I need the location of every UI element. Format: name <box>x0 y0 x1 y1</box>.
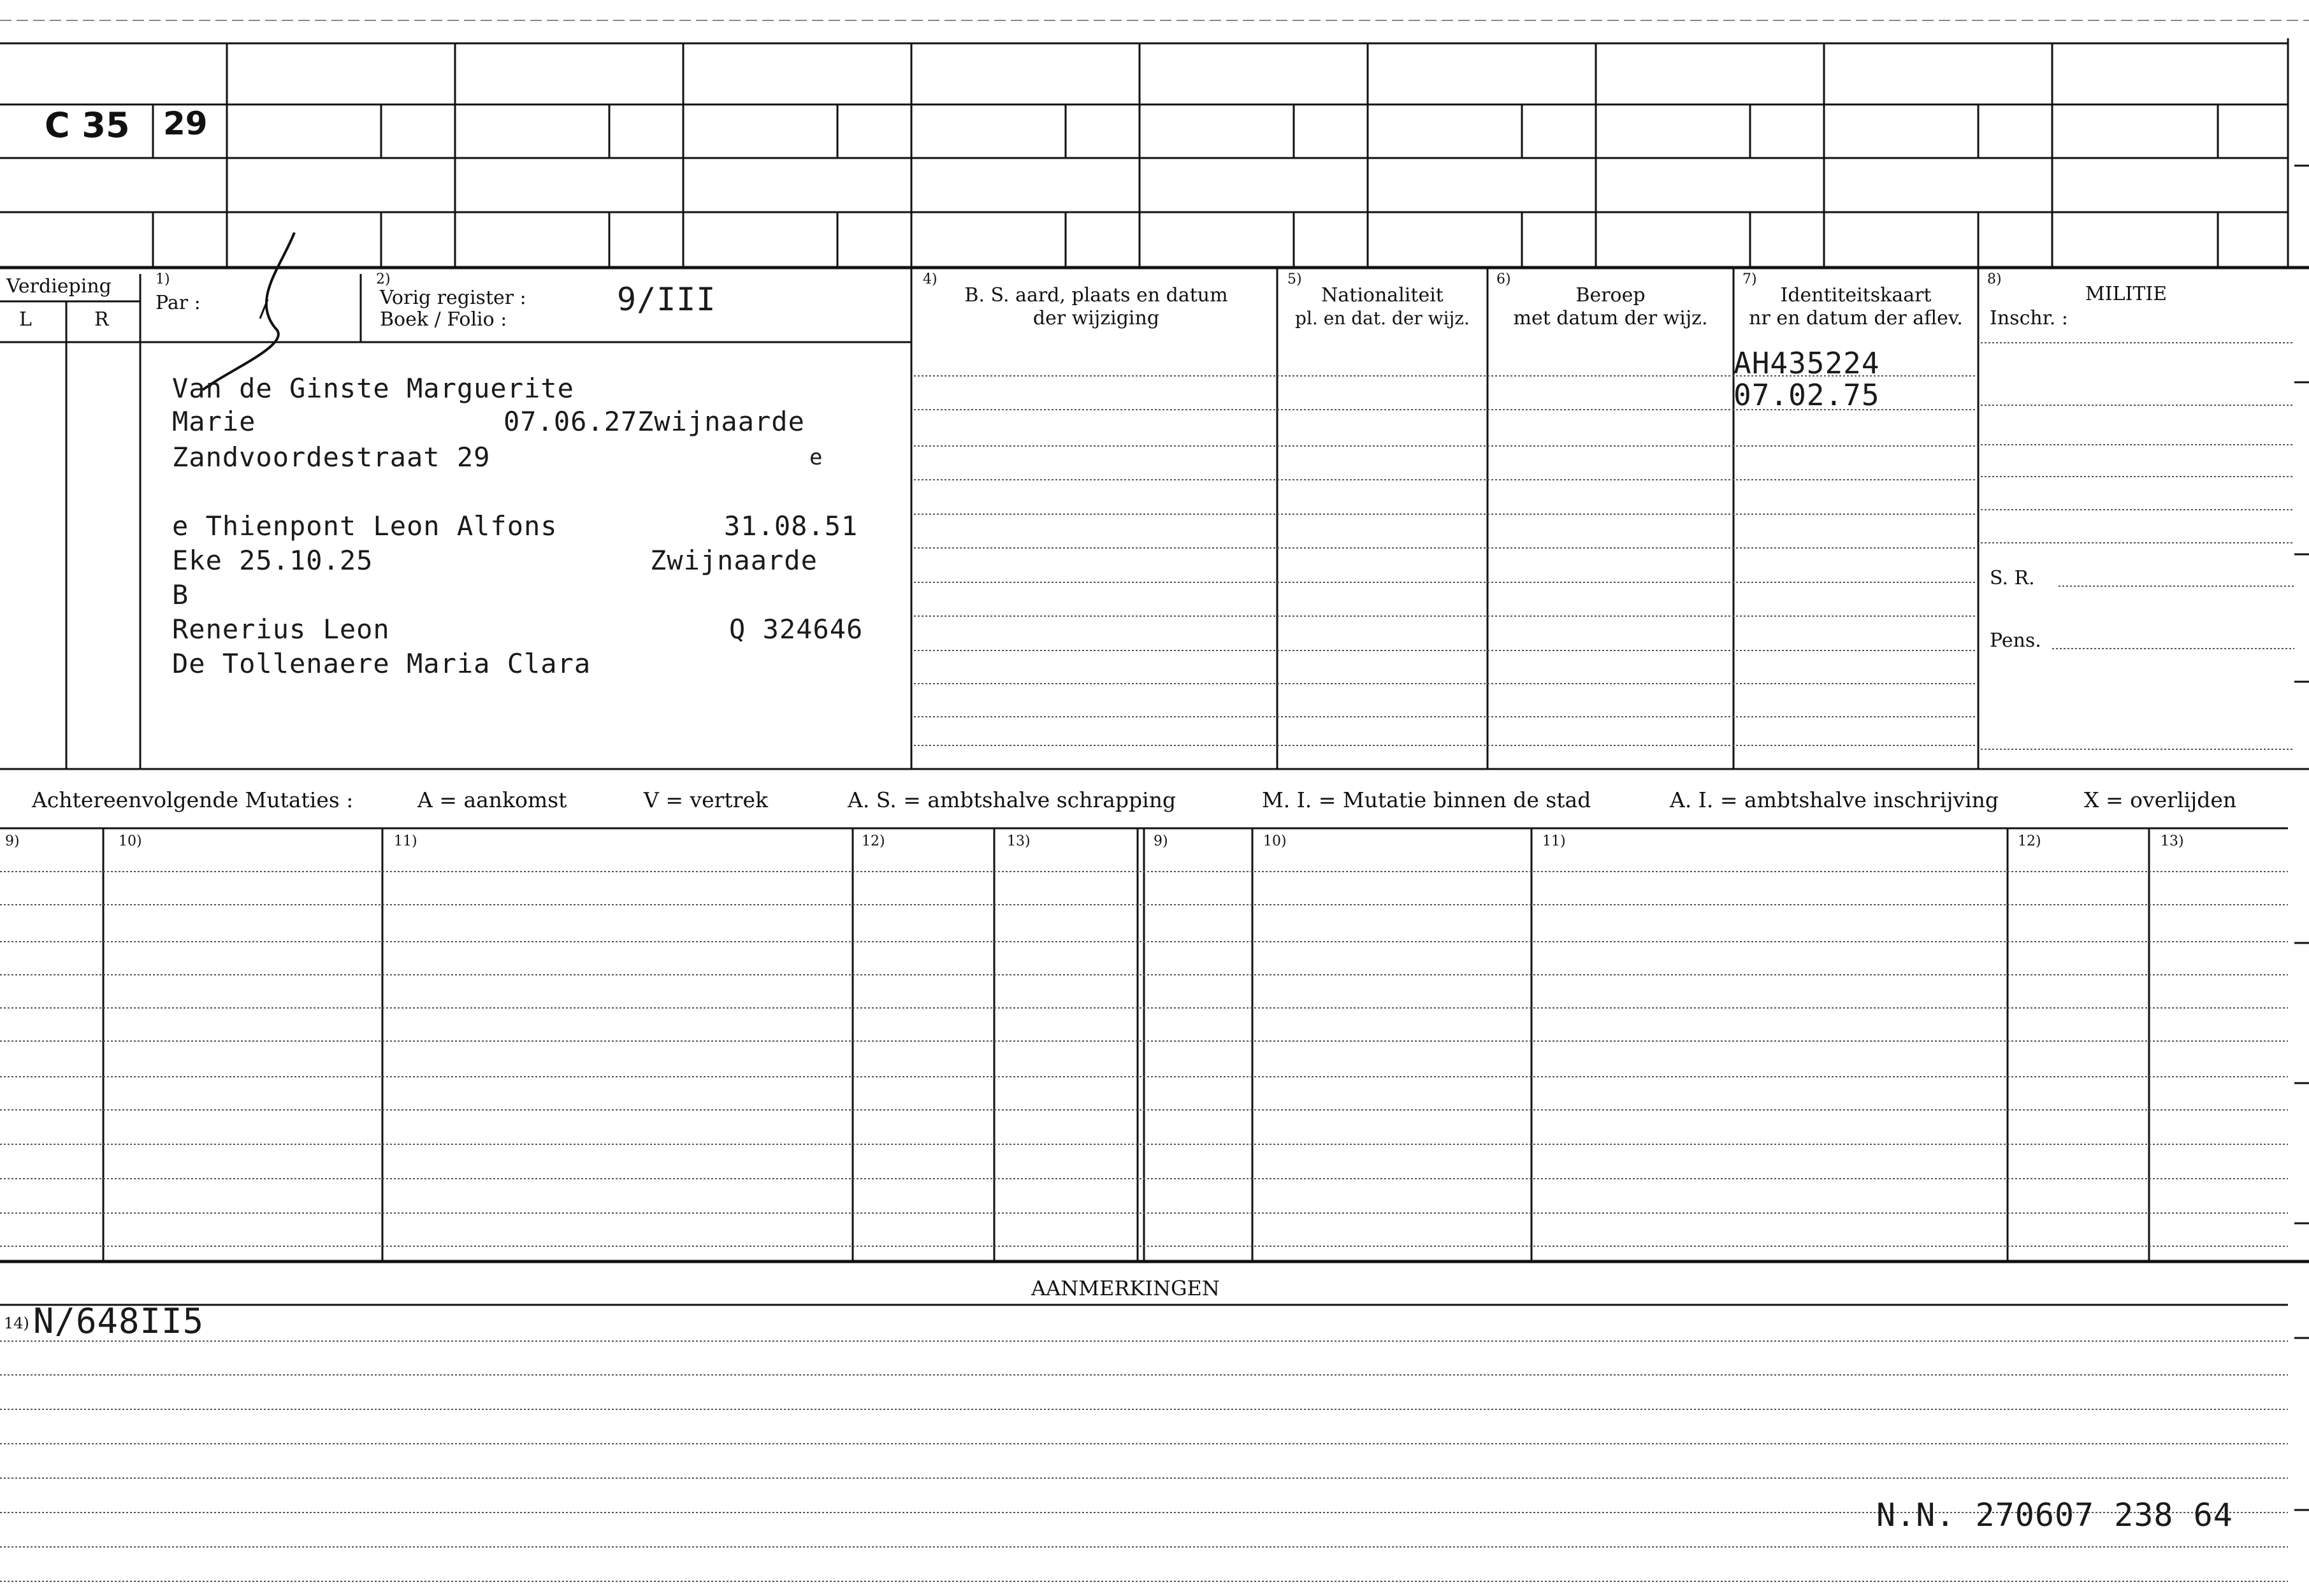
person-birth-place: Zwijnaarde <box>637 406 805 437</box>
mut-col-12: 12) <box>862 833 885 849</box>
person-line-firstname: Marie <box>172 406 256 437</box>
person-line-mother: De Tollenaere Maria Clara <box>172 648 591 679</box>
person-marriage-place: Zwijnaarde <box>650 545 818 576</box>
col4-label-2: der wijziging <box>1032 307 1160 329</box>
militie-pens: Pens. <box>1990 629 2041 652</box>
verdieping-label: Verdieping <box>6 275 112 298</box>
mut-col-11: 11) <box>394 833 417 849</box>
col7-label-2: nr en datum der aflev. <box>1749 307 1963 329</box>
pen-stroke <box>203 233 294 390</box>
col6-label-2: met datum der wijz. <box>1513 307 1708 329</box>
legend-aankomst: A = aankomst <box>417 787 567 812</box>
person-line-father: Renerius Leon <box>172 614 390 645</box>
col1-num: 1) <box>156 271 170 287</box>
mut-col-11b: 11) <box>1542 833 1566 849</box>
col7-num: 7) <box>1742 271 1757 287</box>
person-birth-date: 07.06.27 <box>503 406 638 437</box>
person-line-address: Zandvoordestraat 29 <box>172 442 491 473</box>
legend-mutatie: M. I. = Mutatie binnen de stad <box>1262 787 1591 812</box>
person-line-name: Van de Ginste Marguerite <box>172 373 574 404</box>
top-code: C 35 <box>45 105 130 145</box>
mut-col-9b: 9) <box>1154 833 1168 849</box>
person-note-e: e <box>809 445 823 470</box>
remarks-value: N/648II5 <box>33 1301 205 1341</box>
col8-num: 8) <box>1987 271 2002 287</box>
mut-col-9: 9) <box>5 833 20 849</box>
national-number: N.N. 270607 238 64 <box>1876 1497 2233 1534</box>
col5-label-1: Nationaliteit <box>1321 284 1444 306</box>
col7-label-1: Identiteitskaart <box>1780 284 1932 306</box>
col4-label-1: B. S. aard, plaats en datum <box>964 284 1228 306</box>
identity-card-number: AH435224 <box>1734 346 1880 380</box>
col2-num: 2) <box>376 271 391 287</box>
person-marriage-date: 31.08.51 <box>724 510 858 542</box>
col2-label-2: Boek / Folio : <box>380 308 507 331</box>
militie-sr: S. R. <box>1990 567 2035 589</box>
col4-num: 4) <box>923 271 937 287</box>
mut-col-10b: 10) <box>1263 833 1287 849</box>
identity-card-date: 07.02.75 <box>1734 378 1880 412</box>
verdieping-left: L <box>19 308 32 331</box>
mut-col-12b: 12) <box>2018 833 2041 849</box>
col6-num: 6) <box>1496 271 1511 287</box>
col2-value: 9/III <box>617 281 716 318</box>
col2-label-1: Vorig register : <box>380 287 526 309</box>
remarks-title: AANMERKINGEN <box>1031 1276 1220 1300</box>
legend-vertrek: V = vertrek <box>644 787 768 812</box>
col8-label: MILITIE <box>2085 283 2168 305</box>
col1-label: Par : <box>156 292 201 314</box>
col5-label-2: pl. en dat. der wijz. <box>1295 308 1470 329</box>
col6-label-1: Beroep <box>1575 284 1646 306</box>
verdieping-right: R <box>94 308 109 331</box>
person-ref-code: Q 324646 <box>729 614 864 645</box>
col5-num: 5) <box>1287 271 1302 287</box>
mut-col-13: 13) <box>1007 833 1031 849</box>
mutations-title: Achtereenvolgende Mutaties : <box>32 787 354 812</box>
person-line-spouse: e Thienpont Leon Alfons <box>172 510 558 542</box>
legend-inschrijving: A. I. = ambtshalve inschrijving <box>1670 787 1999 812</box>
mut-col-13b: 13) <box>2161 833 2184 849</box>
legend-overlijden: X = overlijden <box>2084 787 2237 812</box>
legend-schrapping: A. S. = ambtshalve schrapping <box>848 787 1176 812</box>
militie-inschr: Inschr. : <box>1990 307 2068 329</box>
person-line-spouse-birth: Eke 25.10.25 <box>172 545 373 576</box>
person-line-b: B <box>172 579 189 610</box>
top-number: 29 <box>163 105 208 142</box>
mut-col-10: 10) <box>119 833 142 849</box>
remarks-num: 14) <box>4 1314 29 1332</box>
